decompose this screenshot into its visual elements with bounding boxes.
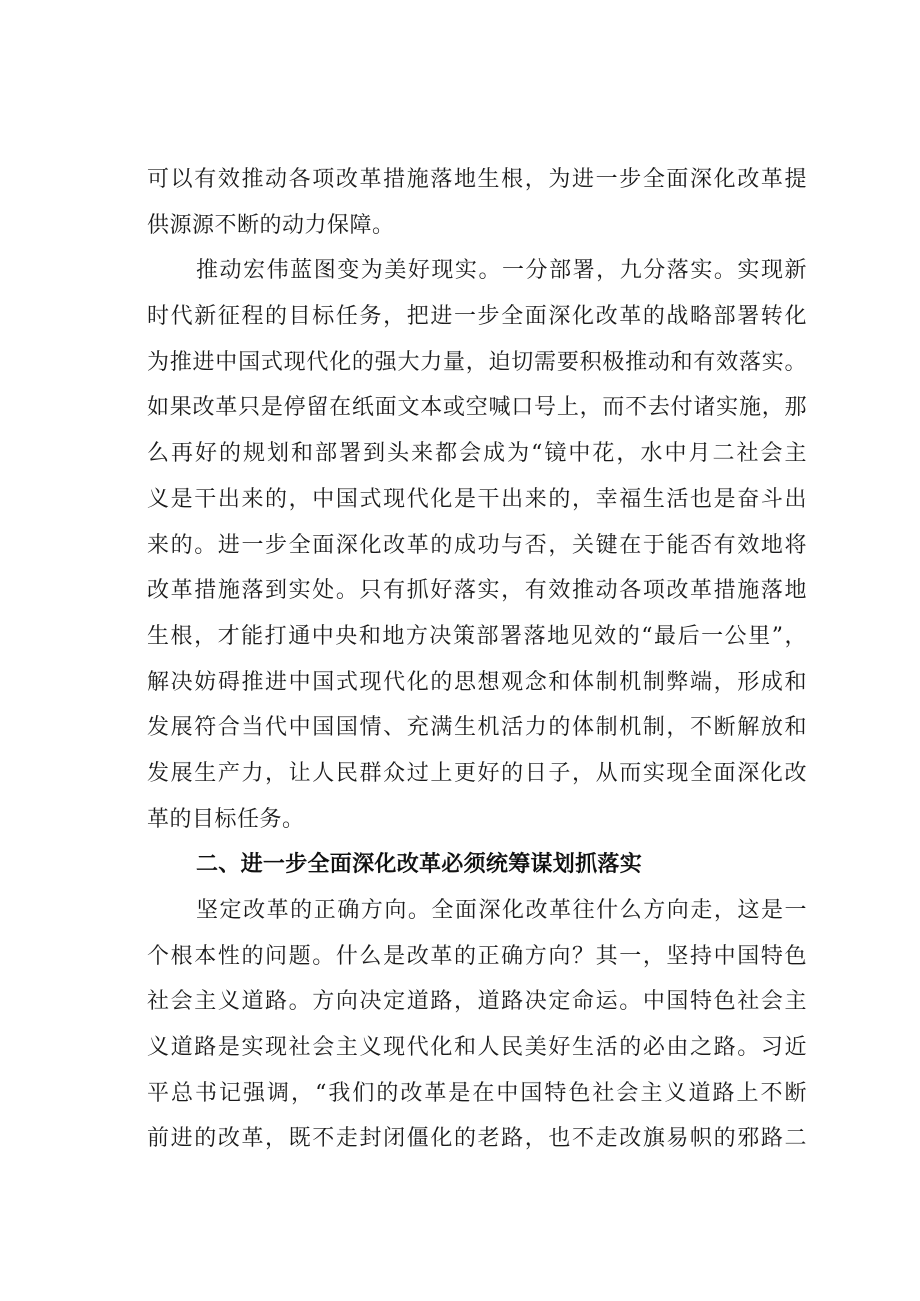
paragraph-line: 义是干出来的，中国式现代化是干出来的，幸福生活也是奋斗出 [147,486,807,512]
paragraph-line: 解决妨碍推进中国式现代化的思想观念和体制机制弊端，形成和 [147,669,807,695]
paragraph-line: 时代新征程的目标任务，把进一步全面深化改革的战略部署转化 [147,304,807,330]
paragraph-line: 生根，才能打通中央和地方决策部署落地见效的“最后一公里”， [147,623,807,649]
paragraph-line: 改革措施落到实处。只有抓好落实，有效推动各项改革措施落地 [147,578,807,604]
paragraph-line: 社会主义道路。方向决定道路，道路决定命运。中国特色社会主 [147,989,807,1015]
paragraph-line: 个根本性的问题。什么是改革的正确方向？其一，坚持中国特色 [147,943,807,969]
paragraph-line: 坚定改革的正确方向。全面深化改革往什么方向走，这是一 [196,898,807,923]
paragraph-line: 如果改革只是停留在纸面文本或空喊口号上，而不去付诸实施，那 [147,395,807,421]
paragraph-line: 么再好的规划和部署到头来都会成为“镜中花，水中月二社会主 [147,441,807,467]
document-body [147,157,807,1162]
section-heading: 二、进一步全面深化改革必须统筹谋划抓落实 [196,852,643,878]
paragraph-line: 义道路是实现社会主义现代化和人民美好生活的必由之路。习近 [147,1035,807,1061]
paragraph-line: 平总书记强调，“我们的改革是在中国特色社会主义道路上不断 [147,1080,807,1106]
paragraph-line: 可以有效推动各项改革措施落地生根，为进一步全面深化改革提 [147,167,807,192]
paragraph-line: 发展符合当代中国国情、充满生机活力的体制机制，不断解放和 [147,715,807,741]
paragraph-line: 前进的改革，既不走封闭僵化的老路，也不走改旗易帜的邪路二 [147,1126,807,1152]
paragraph-line: 革的目标任务。 [147,806,305,832]
paragraph-line: 来的。进一步全面深化改革的成功与否，关键在于能否有效地将 [147,532,807,558]
paragraph-line: 推动宏伟蓝图变为美好现实。一分部署，九分落实。实现新 [196,258,807,284]
paragraph-line: 发展生产力，让人民群众过上更好的日子，从而实现全面深化改 [147,760,807,786]
paragraph-line: 供源源不断的动力保障。 [147,212,395,238]
paragraph-line: 为推进中国式现代化的强大力量，迫切需要积极推动和有效落实。 [147,349,807,375]
